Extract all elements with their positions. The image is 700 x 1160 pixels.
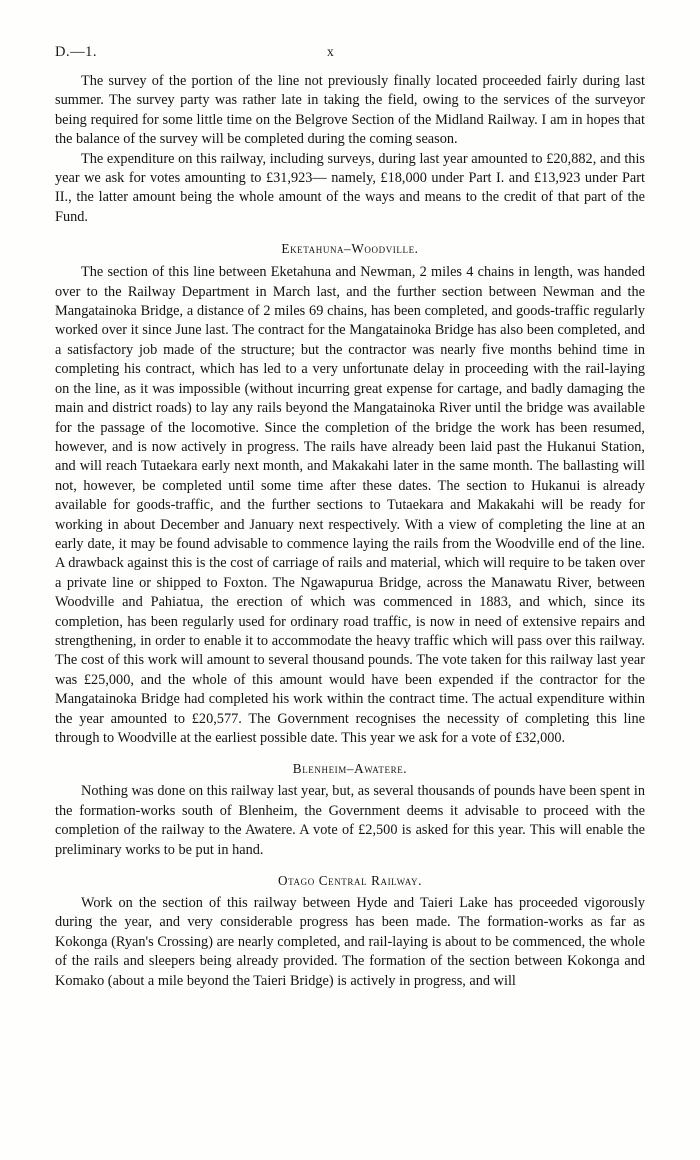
heading-blenheim-awatere: Blenheim–Awatere. (292, 761, 408, 777)
paragraph-expenditure: The expenditure on this railway, including surveys, during last year amounted to £20,882, and this year we ask for votes amounting to £31,923— namely, £18,000 under Part I. and £13,923 under Part II., the latter amount being the whole amount of the ways and means to the credit of that part of the Fund. (55, 150, 645, 225)
heading-eketahuna-woodville: Eketahuna–Woodville. (281, 241, 419, 257)
heading-otago-central-railway: Otago Central Railway. (278, 873, 422, 889)
paragraph-otago: Work on the section of this railway between Hyde and Taieri Lake has proceeded vigorously during the year, and very considerable progress has been made. The formation-works as far as Kokonga (Ryan's Crossing) are nearly completed, and rail-laying is about to be commenced, the whole of the rails and sleepers being already provided. The formation of the section between Kokonga and Komako (about a mile beyond the Taieri Bridge) is actively in progress, and will (55, 895, 645, 989)
paragraph-blenheim: Nothing was done on this railway last year, but, as several thousands of pounds have been spent in the formation-works south of Blenheim, the Government deems it advisable to proceed with the completion of the railway to the Awatere. A vote of £2,500 is asked for this year. This will enable the preliminary works to be put in hand. (55, 783, 645, 858)
paragraph-survey: The survey of the portion of the line not previously finally located proceeded fairly during last summer. The survey party was rather late in taking the field, owing to the services of the surveyor being required for some little time on the Belgrove Section of the Midland Railway. I am in hopes that the balance of the survey will be completed during the coming season. (55, 73, 645, 148)
document-number: D.—1. (55, 44, 97, 60)
page-header (55, 44, 645, 61)
paragraph-eketahuna: The section of this line between Eketahuna and Newman, 2 miles 4 chains in length, was handed over to the Railway Department in March last, and the further section between Newman and the Mangatainoka Bridge, a distance of 2 miles 69 chains, has been completed, and goods-traffic regularly worked over it since June last. The contract for the Mangatainoka Bridge has also been completed, and a satisfactory job made of the structure; but the contractor was nearly five months behind time in completing his contract, which has led to a very unfortunate delay in proceeding with the rail-laying on the line, as it was impossible (without incurring great expense for cartage, and badly damaging the main and district roads) to lay any rails beyond the Mangatainoka River until the bridge was available for the passage of the locomotive. Since the completion of the bridge the work has been resumed, however, and is now actively in progress. The rails have already been laid past the Hukanui Station, and will reach Tutaekara early next month, and Makakahi later in the same month. The ballasting will not, however, be completed until some time after these dates. The section to Hukanui is already available for goods-traffic, and the further sections to Tutaekara and Makakahi will be ready for working in about December and January next respectively. With a view of completing the line at an early date, it may be found advisable to commence laying the rails from the Woodville end of the line. A drawback against this is the cost of carriage of rails and material, which will require to be taken over a private line or shipped to Foxton. The Ngawapurua Bridge, across the Manawatu River, between Woodville and Pahiatua, the erection of which was commenced in 1883, and which, since its completion, has been regularly used for ordinary road traffic, is now in need of extensive repairs and strengthening, in order to enable it to accommodate the heavy traffic which will pass over this railway. The cost of this work will amount to several thousand pounds. The vote taken for this railway last year was £25,000, and the whole of this amount would have been expended if the contractor for the Mangatainoka Bridge had completed his work within the contract time. The actual expenditure within the year amounted to £20,577. The Government recognises the necessity of completing this line through to Woodville at the earliest possible date. This year we ask for a vote of £32,000. (55, 264, 645, 746)
document-body (55, 72, 645, 991)
folio-number: x (326, 44, 335, 59)
